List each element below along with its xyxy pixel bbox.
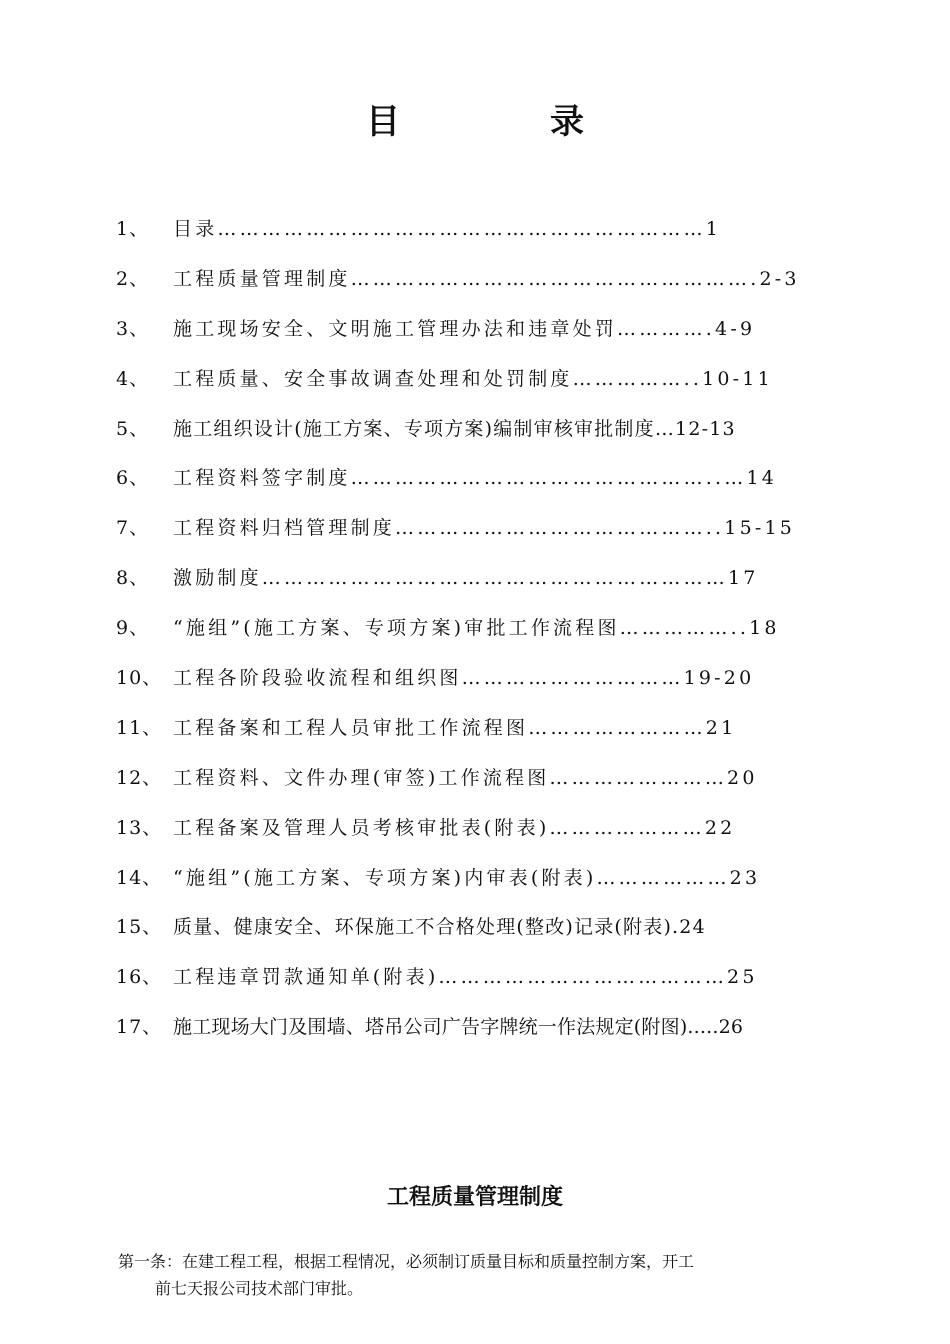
toc-item (116, 853, 828, 903)
toc-item-number: 10、 (116, 666, 163, 689)
toc-item-number: 16、 (116, 966, 163, 989)
toc-item-text: 工程资料签字制度…………………………………………..…14 (173, 467, 778, 490)
toc-item-text: 工程备案及管理人员考核审批表(附表)…………………22 (173, 816, 736, 839)
toc-item-number: 5、 (116, 417, 150, 440)
toc-item-text: 工程质量、安全事故调查处理和处罚制度……………..10-11 (173, 367, 773, 390)
toc-item-text: 工程违章罚款通知单(附表)…………………………………25 (173, 966, 758, 989)
toc-item-text: 目录…………………………………………………………1 (173, 217, 722, 240)
toc-item-text: 工程备案和工程人员审批工作流程图……………………21 (173, 716, 737, 739)
toc-item (116, 354, 828, 404)
toc-item-number: 15、 (116, 916, 163, 939)
toc-item-text: 激励制度………………………………………………………17 (173, 567, 759, 590)
toc-list (116, 204, 828, 1052)
toc-item-number: 3、 (116, 317, 150, 340)
toc-item-number: 6、 (116, 467, 150, 490)
toc-item-number: 4、 (116, 367, 150, 390)
toc-item-number: 7、 (116, 517, 150, 540)
article-line: 前七天报公司技术部门审批。 (155, 1279, 364, 1298)
toc-item-text: “施组”(施工方案、专项方案)审批工作流程图……………..18 (173, 617, 780, 640)
toc-item-number: 11、 (116, 716, 163, 739)
article-paragraph (118, 1248, 818, 1302)
toc-item (116, 653, 828, 703)
toc-item (116, 803, 828, 853)
toc-item (116, 404, 828, 454)
toc-item-text: “施组”(施工方案、专项方案)内审表(附表)………………23 (173, 866, 761, 889)
toc-item-number: 13、 (116, 816, 163, 839)
toc-item (116, 453, 828, 503)
toc-item-text: 施工现场安全、文明施工管理办法和违章处罚………….4-9 (173, 317, 756, 340)
toc-item (116, 1002, 828, 1052)
toc-item-text: 工程各阶段验收流程和组织图…………………………19-20 (173, 666, 755, 689)
section-title: 工程质量管理制度 (386, 1185, 563, 1210)
toc-item-number: 1、 (116, 217, 150, 240)
toc-item-text: 工程资料归档管理制度……………………………………..15-15 (173, 517, 796, 540)
toc-item (116, 553, 828, 603)
toc-item-text: 工程资料、文件办理(审签)工作流程图……………………20 (173, 766, 758, 789)
toc-item-text: 施工组织设计(施工方案、专项方案)编制审核审批制度…12-13 (173, 417, 736, 440)
toc-item-text: 质量、健康安全、环保施工不合格处理(整改)记录(附表).24 (173, 916, 706, 939)
toc-title: 目 录 (366, 102, 642, 142)
toc-item-number: 14、 (116, 866, 163, 889)
toc-item-text: 工程质量管理制度……………………………………………….2-3 (173, 267, 800, 290)
toc-item (116, 952, 828, 1002)
toc-item-number: 2、 (116, 267, 150, 290)
toc-item-text: 施工现场大门及围墙、塔吊公司广告字牌统一作法规定(附图).....26 (173, 1016, 744, 1039)
toc-item (116, 703, 828, 753)
toc-item (116, 902, 828, 952)
toc-item (116, 254, 828, 304)
article-line: 第一条：在建工程工程，根据工程情况，必须制订质量目标和质量控制方案，开工 (118, 1252, 695, 1271)
toc-item-number: 17、 (116, 1016, 163, 1039)
toc-item-number: 9、 (116, 617, 150, 640)
toc-item (116, 204, 828, 254)
toc-item-number: 8、 (116, 567, 150, 590)
toc-item-number: 12、 (116, 766, 163, 789)
toc-item (116, 753, 828, 803)
toc-item (116, 304, 828, 354)
toc-item (116, 603, 828, 653)
toc-item (116, 503, 828, 553)
